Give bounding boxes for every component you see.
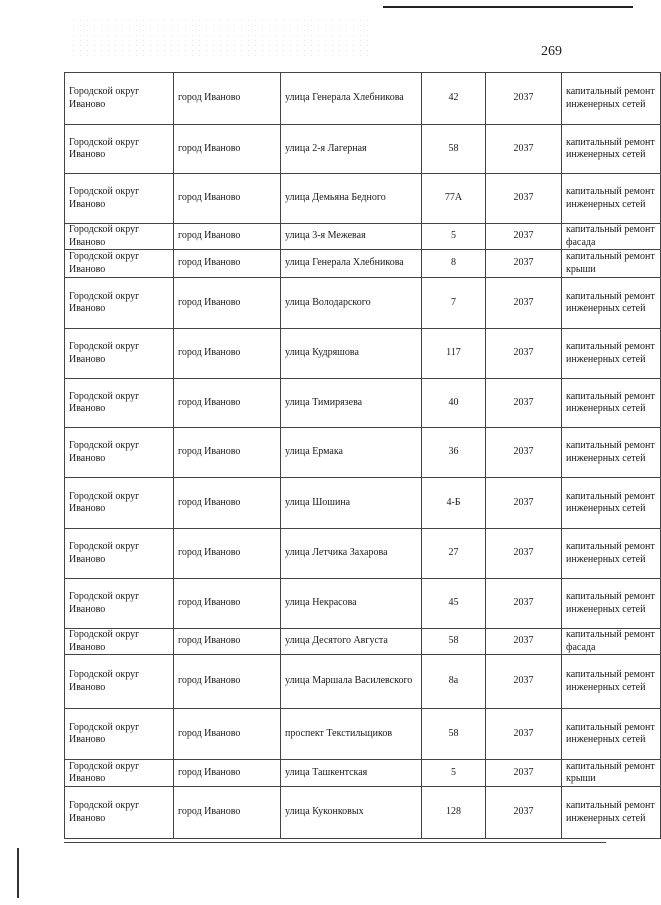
cell-work-type: капитальный ремонт крыши — [562, 760, 661, 787]
cell-house-number: 58 — [422, 629, 486, 655]
cell-house-number: 5 — [422, 760, 486, 787]
cell-year: 2037 — [486, 787, 562, 839]
cell-street: улица Демьяна Бедного — [281, 174, 422, 224]
cell-year: 2037 — [486, 379, 562, 428]
cell-settlement: город Иваново — [174, 125, 281, 174]
cell-work-type: капитальный ремонт инженерных сетей — [562, 428, 661, 478]
cell-work-type: капитальный ремонт инженерных сетей — [562, 174, 661, 224]
cell-year: 2037 — [486, 709, 562, 760]
cell-settlement: город Иваново — [174, 629, 281, 655]
cell-house-number: 77А — [422, 174, 486, 224]
cell-settlement: город Иваново — [174, 278, 281, 329]
cell-settlement: город Иваново — [174, 224, 281, 250]
table-bottom-rule — [64, 842, 606, 843]
cell-street: улица Куконковых — [281, 787, 422, 839]
cell-house-number: 40 — [422, 379, 486, 428]
cell-street: улица Летчика Захарова — [281, 529, 422, 579]
cell-municipality: Городской округ Иваново — [65, 579, 174, 629]
page-number: 269 — [541, 44, 562, 59]
cell-house-number: 5 — [422, 224, 486, 250]
table-row — [65, 579, 661, 629]
cell-municipality: Городской округ Иваново — [65, 329, 174, 379]
table-row — [65, 224, 661, 250]
cell-work-type: капитальный ремонт инженерных сетей — [562, 709, 661, 760]
scan-noise — [70, 18, 370, 58]
cell-house-number: 117 — [422, 329, 486, 379]
cell-settlement: город Иваново — [174, 709, 281, 760]
cell-work-type: капитальный ремонт крыши — [562, 250, 661, 278]
cell-street: улица Ермака — [281, 428, 422, 478]
cell-year: 2037 — [486, 760, 562, 787]
cell-street: улица Генерала Хлебникова — [281, 250, 422, 278]
cell-municipality: Городской округ Иваново — [65, 428, 174, 478]
cell-year: 2037 — [486, 478, 562, 529]
cell-work-type: капитальный ремонт инженерных сетей — [562, 329, 661, 379]
table-row — [65, 379, 661, 428]
cell-year: 2037 — [486, 224, 562, 250]
cell-year: 2037 — [486, 125, 562, 174]
cell-house-number: 8 — [422, 250, 486, 278]
cell-municipality: Городской округ Иваново — [65, 760, 174, 787]
cell-settlement: город Иваново — [174, 250, 281, 278]
table-row — [65, 655, 661, 709]
cell-work-type: капитальный ремонт инженерных сетей — [562, 478, 661, 529]
cell-municipality: Городской округ Иваново — [65, 529, 174, 579]
cell-municipality: Городской округ Иваново — [65, 125, 174, 174]
cell-municipality: Городской округ Иваново — [65, 629, 174, 655]
table-row — [65, 787, 661, 839]
cell-settlement: город Иваново — [174, 760, 281, 787]
cell-house-number: 58 — [422, 125, 486, 174]
table-row — [65, 250, 661, 278]
cell-year: 2037 — [486, 529, 562, 579]
table-row — [65, 125, 661, 174]
cell-street: улица Десятого Августа — [281, 629, 422, 655]
cell-street: улица Некрасова — [281, 579, 422, 629]
cell-year: 2037 — [486, 655, 562, 709]
table-row — [65, 760, 661, 787]
cell-municipality: Городской округ Иваново — [65, 224, 174, 250]
cell-house-number: 58 — [422, 709, 486, 760]
cell-street: улица 3-я Межевая — [281, 224, 422, 250]
cell-municipality: Городской округ Иваново — [65, 787, 174, 839]
header-rule — [383, 6, 633, 8]
cell-year: 2037 — [486, 629, 562, 655]
cell-work-type: капитальный ремонт инженерных сетей — [562, 278, 661, 329]
cell-settlement: город Иваново — [174, 655, 281, 709]
repair-schedule-table — [64, 72, 661, 839]
cell-house-number: 27 — [422, 529, 486, 579]
cell-house-number: 128 — [422, 787, 486, 839]
cell-work-type: капитальный ремонт фасада — [562, 629, 661, 655]
cell-street: проспект Текстильщиков — [281, 709, 422, 760]
cell-house-number: 42 — [422, 73, 486, 125]
table-row — [65, 278, 661, 329]
cell-municipality: Городской округ Иваново — [65, 278, 174, 329]
cell-year: 2037 — [486, 250, 562, 278]
cell-street: улица Генерала Хлебникова — [281, 73, 422, 125]
cell-settlement: город Иваново — [174, 787, 281, 839]
cell-street: улица Кудряшова — [281, 329, 422, 379]
cell-municipality: Городской округ Иваново — [65, 709, 174, 760]
table-row — [65, 329, 661, 379]
table-row — [65, 529, 661, 579]
cell-work-type: капитальный ремонт инженерных сетей — [562, 529, 661, 579]
table-row — [65, 174, 661, 224]
cell-work-type: капитальный ремонт инженерных сетей — [562, 379, 661, 428]
cell-municipality: Городской округ Иваново — [65, 379, 174, 428]
cell-house-number: 8а — [422, 655, 486, 709]
cell-house-number: 7 — [422, 278, 486, 329]
cell-municipality: Городской округ Иваново — [65, 478, 174, 529]
cell-municipality: Городской округ Иваново — [65, 250, 174, 278]
cell-settlement: город Иваново — [174, 478, 281, 529]
cell-settlement: город Иваново — [174, 579, 281, 629]
cell-settlement: город Иваново — [174, 174, 281, 224]
table-row — [65, 428, 661, 478]
cell-street: улица Ташкентская — [281, 760, 422, 787]
cell-street: улица Тимирязева — [281, 379, 422, 428]
cell-municipality: Городской округ Иваново — [65, 174, 174, 224]
cell-work-type: капитальный ремонт инженерных сетей — [562, 579, 661, 629]
cell-year: 2037 — [486, 174, 562, 224]
cell-house-number: 45 — [422, 579, 486, 629]
cell-work-type: капитальный ремонт инженерных сетей — [562, 787, 661, 839]
cell-settlement: город Иваново — [174, 529, 281, 579]
cell-year: 2037 — [486, 278, 562, 329]
cell-year: 2037 — [486, 579, 562, 629]
cell-street: улица Шошина — [281, 478, 422, 529]
cell-settlement: город Иваново — [174, 73, 281, 125]
cell-work-type: капитальный ремонт инженерных сетей — [562, 655, 661, 709]
cell-work-type: капитальный ремонт инженерных сетей — [562, 73, 661, 125]
cell-street: улица Володарского — [281, 278, 422, 329]
table-row — [65, 629, 661, 655]
cell-street: улица Маршала Василевского — [281, 655, 422, 709]
cell-settlement: город Иваново — [174, 379, 281, 428]
table-row — [65, 73, 661, 125]
cell-year: 2037 — [486, 428, 562, 478]
cell-house-number: 36 — [422, 428, 486, 478]
cell-work-type: капитальный ремонт фасада — [562, 224, 661, 250]
cell-street: улица 2-я Лагерная — [281, 125, 422, 174]
table-body — [65, 73, 661, 839]
cell-settlement: город Иваново — [174, 428, 281, 478]
cell-house-number: 4-Б — [422, 478, 486, 529]
cell-municipality: Городской округ Иваново — [65, 73, 174, 125]
cell-settlement: город Иваново — [174, 329, 281, 379]
cell-work-type: капитальный ремонт инженерных сетей — [562, 125, 661, 174]
margin-mark — [17, 848, 19, 898]
cell-year: 2037 — [486, 73, 562, 125]
cell-year: 2037 — [486, 329, 562, 379]
table-row — [65, 709, 661, 760]
cell-municipality: Городской округ Иваново — [65, 655, 174, 709]
table-row — [65, 478, 661, 529]
